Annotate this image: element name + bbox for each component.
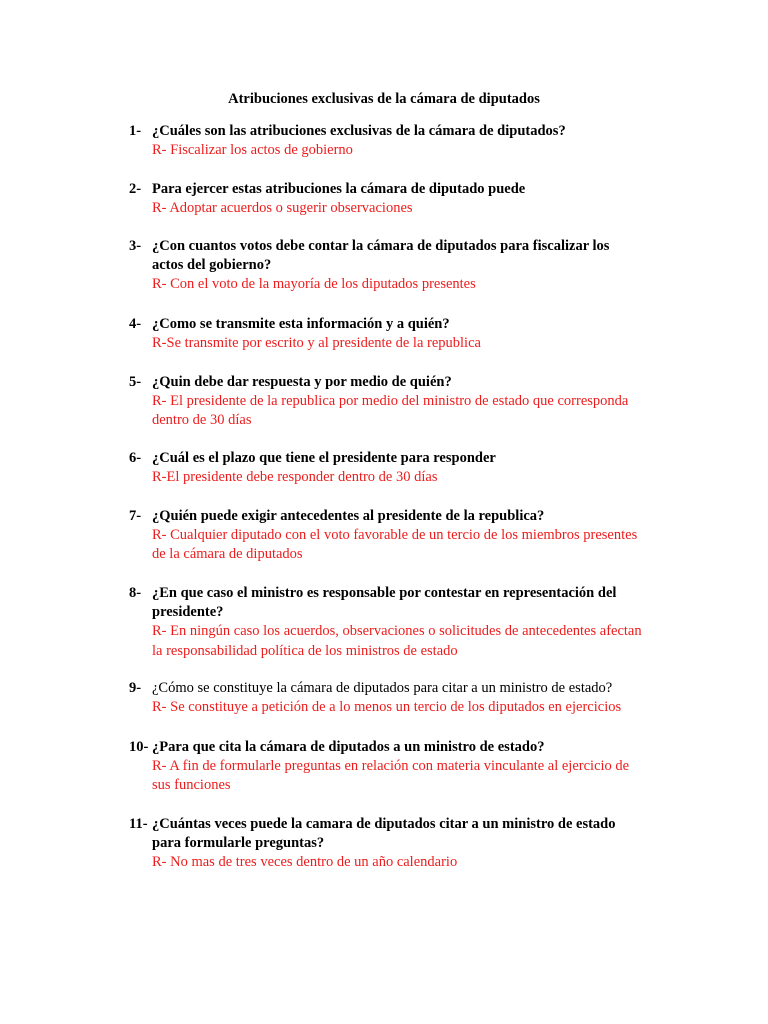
question-text: ¿Quin debe dar respuesta y por medio de quién? [152, 374, 452, 390]
answer-text: R- Se constituye a petición de a lo menos un tercio de los diputados en ejercicios [152, 699, 622, 716]
answer-text: R- Fiscalizar los actos de gobierno [152, 142, 353, 159]
answer-text: R- Adoptar acuerdos o sugerir observaciones [152, 200, 413, 217]
answer-text: R- El presidente de la republica por medio del ministro de estado que corresponda dentro de 30 días [152, 393, 629, 429]
question-text: ¿Para que cita la cámara de diputados a un ministro de estado? [152, 739, 545, 755]
answer-text: R- En ningún caso los acuerdos, observaciones o solicitudes de antecedentes afectan la responsabilidad política de los ministros de estado [152, 623, 642, 659]
question-number: 6- [129, 450, 142, 466]
question-text: ¿Con cuantos votos debe contar la cámara de diputados para fiscalizar los actos del gobierno? [152, 238, 610, 274]
question-text: ¿Cuáles son las atribuciones exclusivas de la cámara de diputados? [152, 123, 566, 139]
answer-text: R-Se transmite por escrito y al presidente de la republica [152, 335, 481, 352]
question-text: ¿Quién puede exigir antecedentes al presidente de la republica? [152, 508, 545, 524]
question-text: ¿Cuál es el plazo que tiene el presidente para responder [152, 450, 496, 466]
answer-text: R- Cualquier diputado con el voto favorable de un tercio de los miembros presentes de la cámara de diputados [152, 527, 638, 563]
question-number: 8- [129, 585, 142, 601]
question-number: 9- [129, 680, 142, 696]
answer-text: R- No mas de tres veces dentro de un año calendario [152, 854, 458, 871]
answer-text: R-El presidente debe responder dentro de 30 días [152, 469, 438, 486]
question-text: Para ejercer estas atribuciones la cámara de diputado puede [152, 181, 526, 197]
question-number: 5- [129, 374, 142, 390]
question-text: ¿Cómo se constituye la cámara de diputados para citar a un ministro de estado? [152, 680, 613, 696]
answer-text: R- Con el voto de la mayoría de los diputados presentes [152, 276, 476, 293]
question-text: ¿En que caso el ministro es responsable por contestar en representación del presidente? [152, 585, 617, 621]
answer-text: R- A fin de formularle preguntas en relación con materia vinculante al ejercicio de sus funciones [152, 758, 630, 794]
document-title: Atribuciones exclusivas de la cámara de diputados [228, 91, 540, 107]
question-text: ¿Cuántas veces puede la camara de diputados citar a un ministro de estado para formularle preguntas? [152, 816, 616, 852]
question-number: 2- [129, 181, 142, 197]
question-number: 1- [129, 123, 142, 139]
question-number: 10- [129, 739, 149, 755]
question-number: 3- [129, 238, 142, 254]
question-number: 11- [129, 816, 148, 832]
question-number: 7- [129, 508, 142, 524]
question-number: 4- [129, 316, 142, 332]
question-text: ¿Como se transmite esta información y a quién? [152, 316, 450, 332]
